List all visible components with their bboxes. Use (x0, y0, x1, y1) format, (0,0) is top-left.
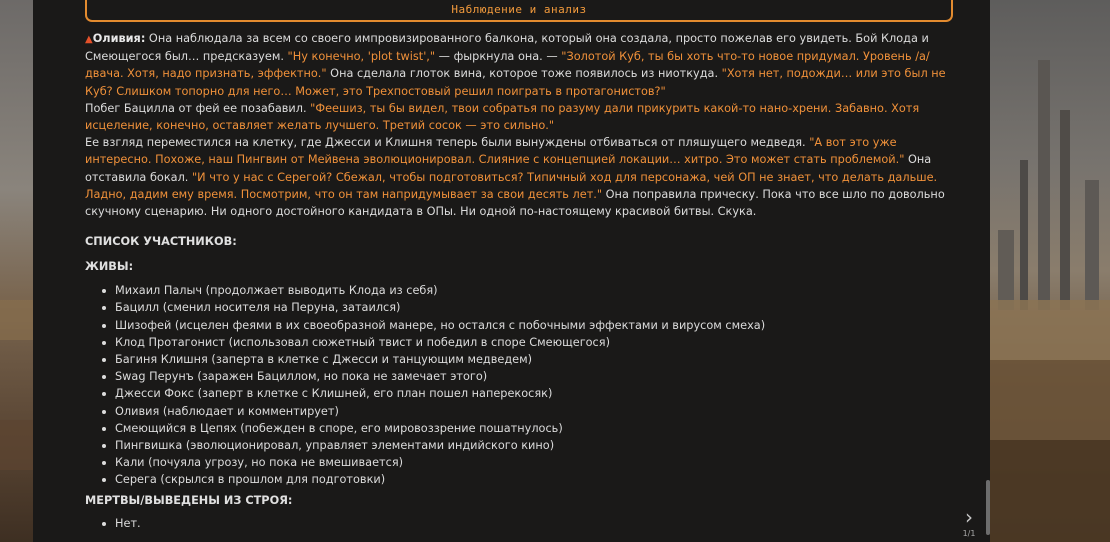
list-item: Джесси Фокс (заперт в клетке с Клишней, его план пошел наперекосяк) (102, 385, 953, 402)
list-item: Багиня Клишня (заперта в клетке с Джесси и танцующим медведем) (102, 351, 953, 368)
background-scenery-left (0, 0, 33, 542)
narration: — фыркнула она. — (435, 50, 562, 64)
list-item: Swag Перунъ (заражен Бациллом, но пока не замечает этого) (102, 368, 953, 385)
list-item: Михаил Палыч (продолжает выводить Клода из себя) (102, 282, 953, 299)
list-item: Клод Протагонист (использовал сюжетный твист и победил в споре Смеющегося) (102, 334, 953, 351)
message-body (85, 30, 953, 532)
narration: Побег Бацилла от фей ее позабавил. (85, 101, 311, 115)
alive-heading: ЖИВЫ: (85, 259, 134, 273)
list-item: Кали (почуяла угрозу, но пока не вмешивается) (102, 454, 953, 471)
list-item: Серега (скрылся в прошлом для подготовки) (102, 471, 953, 488)
narration: Она сделала глоток вина, которое тоже появилось из ниоткуда. (326, 67, 722, 81)
narration: Она наблюдала за всем со своего импровизированного балкона, который она создала, просто пожелав его увидеть. Бой Клода и Смеющегося был… предсказуем. (85, 32, 929, 64)
list-item: Оливия (наблюдает и комментирует) (102, 403, 953, 420)
scrollbar[interactable] (986, 480, 990, 535)
quote: "Феешиз, ты бы видел, твои собратья по разуму дали прикурить какой-то нано-хрени. Забавно. Хотя исцеление, конечно, оставляет желать лучшего. Третий сосок — это сильно." (85, 101, 920, 133)
fire-icon: ▲ (85, 34, 93, 45)
dead-list (102, 515, 953, 532)
speaker-name: Оливия: (92, 32, 146, 45)
dead-heading: МЕРТВЫ/ВЫВЕДЕНЫ ИЗ СТРОЯ: (85, 493, 293, 507)
list-item: Бацилл (сменил носителя на Перуна, затаился) (102, 299, 953, 316)
quote: "Золотой Куб, ты бы хоть что-то новое придумал. Уровень /а/ двача. Хотя, надо признать, эффектно." (85, 50, 930, 81)
roster-heading: СПИСОК УЧАСТНИКОВ: (85, 235, 237, 249)
quote: "А вот это уже интересно. Похоже, наш Пингвин от Мейвена эволюционировал. Слияние с концепцией локации… хитро. Это может стать проблемой." (85, 136, 905, 167)
chat-panel (33, 0, 990, 542)
narration: Она поправила прическу. Пока что все шло по довольно скучному сценарию. Ни одного достойного кандидата в ОПы. Ни одной по-настоящему красивой битвы. Скука. (85, 187, 945, 219)
page-counter: 1/1 (962, 529, 976, 538)
paragraph-cage (85, 134, 953, 220)
quote: "Ну конечно, 'plot twist'," (287, 50, 436, 64)
paragraph-bacillus (85, 100, 953, 134)
narration: Она отставила бокал. (85, 153, 932, 184)
quote: "И что у нас с Серегой? Сбежал, чтобы подготовиться? Типичный ход для персонажа, чей ОП не знает, что делать дальше. Ладно, дадим ему время. Посмотрим, что он там напридумывает за свои десять лет." (85, 170, 938, 201)
list-item: Смеющийся в Цепях (побежден в споре, его мировоззрение пошатнулось) (102, 420, 953, 437)
page-title: Наблюдение и анализ (85, 0, 953, 22)
alive-list (102, 282, 953, 488)
list-item: Шизофей (исцелен феями в их своеобразной манере, но остался с побочными эффектами и вирусом смеха) (102, 317, 953, 334)
background-scenery-right (990, 0, 1110, 542)
paragraph-olivia-intro (85, 30, 953, 100)
narration: Ее взгляд переместился на клетку, где Джесси и Клишня теперь были вынуждены отбиваться от пляшущего медведя. (85, 136, 810, 150)
list-item: Нет. (102, 515, 953, 532)
list-item: Пингвишка (эволюционировал, управляет элементами индийского кино) (102, 437, 953, 454)
chevron-right-icon[interactable]: › (965, 505, 973, 529)
quote: "Хотя нет, подожди… или это был не Куб? Слишком топорно для него… Может, это Трехпостовый решил поиграть в протагонистов?" (85, 67, 946, 98)
